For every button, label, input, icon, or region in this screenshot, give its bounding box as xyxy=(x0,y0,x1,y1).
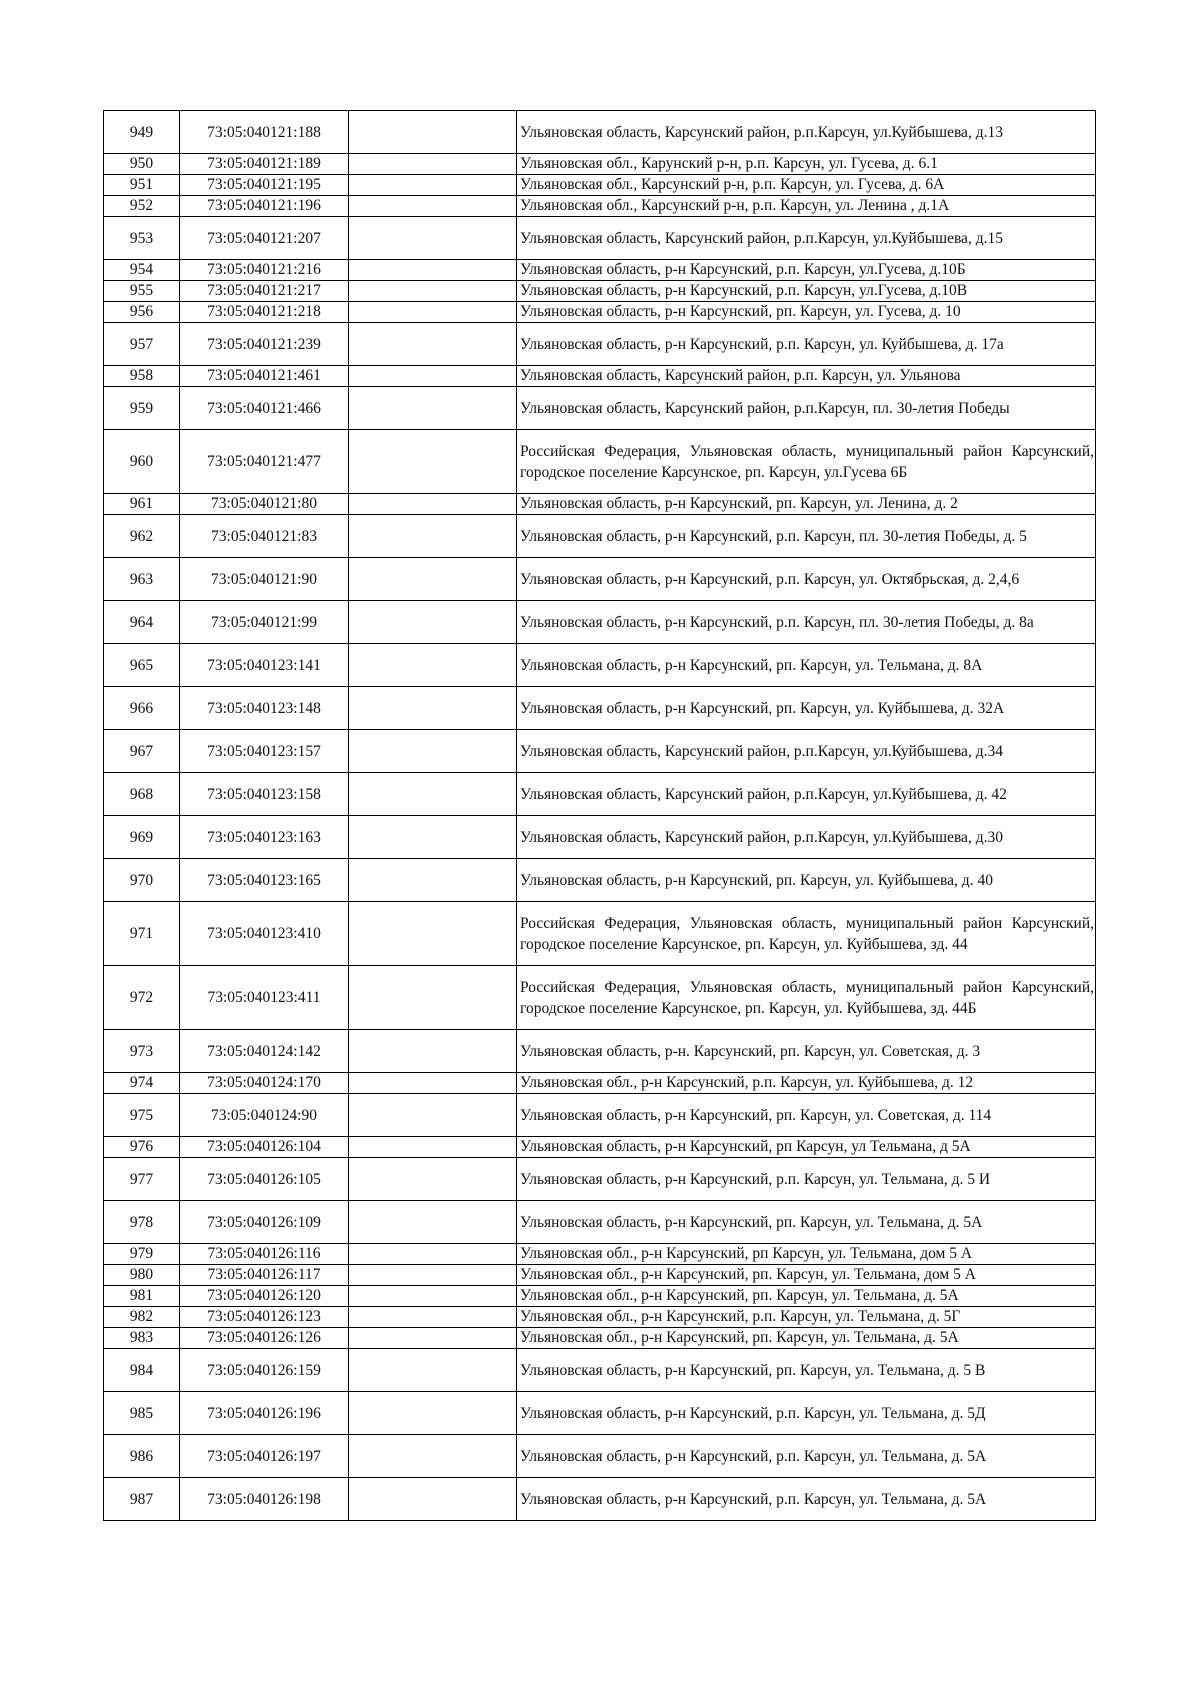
cadastral-number: 73:05:040126:105 xyxy=(180,1158,349,1201)
row-number: 964 xyxy=(104,601,180,644)
table-row xyxy=(104,111,1096,154)
address: Ульяновская область, р-н Карсунский, р.п. Карсун, ул. Тельмана, д. 5 И xyxy=(517,1158,1096,1201)
empty-cell xyxy=(349,1094,517,1137)
table-row xyxy=(104,302,1096,323)
empty-cell xyxy=(349,1328,517,1349)
address: Ульяновская область, р-н Карсунский, р.п. Карсун, пл. 30-летия Победы, д. 5 xyxy=(517,515,1096,558)
table-row xyxy=(104,816,1096,859)
address: Ульяновская обл., Карунский р-н, р.п. Карсун, ул. Гусева, д. 6.1 xyxy=(517,154,1096,175)
cadastral-number: 73:05:040126:120 xyxy=(180,1286,349,1307)
cadastral-number: 73:05:040121:218 xyxy=(180,302,349,323)
empty-cell xyxy=(349,730,517,773)
table-row xyxy=(104,387,1096,430)
cadastral-number: 73:05:040123:158 xyxy=(180,773,349,816)
cadastral-number: 73:05:040126:196 xyxy=(180,1392,349,1435)
cadastral-number: 73:05:040126:123 xyxy=(180,1307,349,1328)
address: Российская Федерация, Ульяновская область, муниципальный район Карсунский, городское поселение Карсунское, рп. Карсун, ул. Куйбышева, зд. 44Б xyxy=(517,966,1096,1030)
cadastral-number: 73:05:040121:217 xyxy=(180,281,349,302)
address: Ульяновская область, р-н Карсунский, р.п. Карсун, ул. Тельмана, д. 5Д xyxy=(517,1392,1096,1435)
row-number: 956 xyxy=(104,302,180,323)
table-row xyxy=(104,1201,1096,1244)
row-number: 976 xyxy=(104,1137,180,1158)
address: Ульяновская область, р-н Карсунский, рп. Карсун, ул. Тельмана, д. 8А xyxy=(517,644,1096,687)
row-number: 957 xyxy=(104,323,180,366)
row-number: 967 xyxy=(104,730,180,773)
address: Ульяновская область, р-н. Карсунский, рп. Карсун, ул. Советская, д. 3 xyxy=(517,1030,1096,1073)
row-number: 984 xyxy=(104,1349,180,1392)
table-row xyxy=(104,730,1096,773)
table-row xyxy=(104,323,1096,366)
cadastral-number: 73:05:040124:90 xyxy=(180,1094,349,1137)
empty-cell xyxy=(349,515,517,558)
cadastral-number: 73:05:040123:411 xyxy=(180,966,349,1030)
table-row xyxy=(104,687,1096,730)
row-number: 973 xyxy=(104,1030,180,1073)
row-number: 952 xyxy=(104,196,180,217)
address: Ульяновская область, р-н Карсунский, р.п. Карсун, ул. Октябрьская, д. 2,4,6 xyxy=(517,558,1096,601)
table-row xyxy=(104,217,1096,260)
address: Ульяновская область, р-н Карсунский, рп Карсун, ул Тельмана, д 5А xyxy=(517,1137,1096,1158)
empty-cell xyxy=(349,366,517,387)
empty-cell xyxy=(349,1244,517,1265)
table-row xyxy=(104,1307,1096,1328)
row-number: 987 xyxy=(104,1478,180,1521)
cadastral-number: 73:05:040126:104 xyxy=(180,1137,349,1158)
row-number: 950 xyxy=(104,154,180,175)
address: Ульяновская область, р-н Карсунский, р.п. Карсун, ул.Гусева, д.10В xyxy=(517,281,1096,302)
address: Ульяновская область, р-н Карсунский, р.п. Карсун, ул.Гусева, д.10Б xyxy=(517,260,1096,281)
table-row xyxy=(104,1158,1096,1201)
row-number: 961 xyxy=(104,494,180,515)
address: Ульяновская область, р-н Карсунский, р.п. Карсун, ул. Куйбышева, д. 17а xyxy=(517,323,1096,366)
table-row xyxy=(104,1349,1096,1392)
address: Российская Федерация, Ульяновская область, муниципальный район Карсунский, городское поселение Карсунское, рп. Карсун, ул. Куйбышева, зд. 44 xyxy=(517,902,1096,966)
table-row xyxy=(104,430,1096,494)
row-number: 951 xyxy=(104,175,180,196)
empty-cell xyxy=(349,430,517,494)
row-number: 975 xyxy=(104,1094,180,1137)
table-row xyxy=(104,1137,1096,1158)
address: Ульяновская область, р-н Карсунский, рп. Карсун, ул. Куйбышева, д. 32А xyxy=(517,687,1096,730)
row-number: 974 xyxy=(104,1073,180,1094)
row-number: 958 xyxy=(104,366,180,387)
cadastral-number: 73:05:040121:461 xyxy=(180,366,349,387)
cadastral-number: 73:05:040121:207 xyxy=(180,217,349,260)
table-row xyxy=(104,773,1096,816)
address: Ульяновская обл., Карсунский р-н, р.п. Карсун, ул. Гусева, д. 6А xyxy=(517,175,1096,196)
address: Ульяновская область, р-н Карсунский, рп. Карсун, ул. Тельмана, д. 5А xyxy=(517,1201,1096,1244)
cadastral-number: 73:05:040123:157 xyxy=(180,730,349,773)
document-page xyxy=(103,110,1095,1521)
row-number: 968 xyxy=(104,773,180,816)
empty-cell xyxy=(349,1073,517,1094)
cadastral-number: 73:05:040124:170 xyxy=(180,1073,349,1094)
address: Ульяновская область, р-н Карсунский, рп. Карсун, ул. Гусева, д. 10 xyxy=(517,302,1096,323)
row-number: 960 xyxy=(104,430,180,494)
empty-cell xyxy=(349,1137,517,1158)
table-row xyxy=(104,196,1096,217)
empty-cell xyxy=(349,1030,517,1073)
empty-cell xyxy=(349,1158,517,1201)
row-number: 966 xyxy=(104,687,180,730)
empty-cell xyxy=(349,111,517,154)
row-number: 980 xyxy=(104,1265,180,1286)
property-table xyxy=(103,110,1096,1521)
row-number: 982 xyxy=(104,1307,180,1328)
address: Ульяновская область, Карсунский район, р.п.Карсун, ул.Куйбышева, д.13 xyxy=(517,111,1096,154)
address: Ульяновская область, р-н Карсунский, рп. Карсун, ул. Советская, д. 114 xyxy=(517,1094,1096,1137)
cadastral-number: 73:05:040123:148 xyxy=(180,687,349,730)
cadastral-number: 73:05:040123:163 xyxy=(180,816,349,859)
row-number: 959 xyxy=(104,387,180,430)
cadastral-number: 73:05:040121:195 xyxy=(180,175,349,196)
empty-cell xyxy=(349,387,517,430)
address: Ульяновская область, р-н Карсунский, р.п. Карсун, пл. 30-летия Победы, д. 8а xyxy=(517,601,1096,644)
empty-cell xyxy=(349,175,517,196)
table-row xyxy=(104,1478,1096,1521)
cadastral-number: 73:05:040123:141 xyxy=(180,644,349,687)
address: Ульяновская область, Карсунский район, р.п. Карсун, ул. Ульянова xyxy=(517,366,1096,387)
table-row xyxy=(104,966,1096,1030)
property-table-body xyxy=(104,111,1096,1521)
table-row xyxy=(104,260,1096,281)
table-row xyxy=(104,558,1096,601)
empty-cell xyxy=(349,1286,517,1307)
table-row xyxy=(104,515,1096,558)
row-number: 963 xyxy=(104,558,180,601)
cadastral-number: 73:05:040121:239 xyxy=(180,323,349,366)
row-number: 965 xyxy=(104,644,180,687)
row-number: 977 xyxy=(104,1158,180,1201)
row-number: 969 xyxy=(104,816,180,859)
cadastral-number: 73:05:040126:116 xyxy=(180,1244,349,1265)
row-number: 978 xyxy=(104,1201,180,1244)
empty-cell xyxy=(349,902,517,966)
row-number: 971 xyxy=(104,902,180,966)
cadastral-number: 73:05:040121:466 xyxy=(180,387,349,430)
cadastral-number: 73:05:040126:117 xyxy=(180,1265,349,1286)
table-row xyxy=(104,859,1096,902)
empty-cell xyxy=(349,494,517,515)
empty-cell xyxy=(349,1265,517,1286)
empty-cell xyxy=(349,773,517,816)
address: Ульяновская обл., р-н Карсунский, рп. Карсун, ул. Тельмана, д. 5А xyxy=(517,1286,1096,1307)
cadastral-number: 73:05:040121:477 xyxy=(180,430,349,494)
row-number: 983 xyxy=(104,1328,180,1349)
cadastral-number: 73:05:040123:410 xyxy=(180,902,349,966)
cadastral-number: 73:05:040121:83 xyxy=(180,515,349,558)
address: Ульяновская область, Карсунский район, р.п.Карсун, ул.Куйбышева, д.34 xyxy=(517,730,1096,773)
table-row xyxy=(104,1094,1096,1137)
row-number: 970 xyxy=(104,859,180,902)
address: Ульяновская область, р-н Карсунский, рп. Карсун, ул. Тельмана, д. 5 В xyxy=(517,1349,1096,1392)
row-number: 985 xyxy=(104,1392,180,1435)
cadastral-number: 73:05:040126:198 xyxy=(180,1478,349,1521)
table-row xyxy=(104,1435,1096,1478)
address: Ульяновская обл., р-н Карсунский, рп. Карсун, ул. Тельмана, д. 5А xyxy=(517,1328,1096,1349)
address: Ульяновская область, Карсунский район, р.п.Карсун, ул.Куйбышева, д.15 xyxy=(517,217,1096,260)
cadastral-number: 73:05:040123:165 xyxy=(180,859,349,902)
table-row xyxy=(104,902,1096,966)
row-number: 986 xyxy=(104,1435,180,1478)
table-row xyxy=(104,281,1096,302)
empty-cell xyxy=(349,1392,517,1435)
cadastral-number: 73:05:040121:99 xyxy=(180,601,349,644)
empty-cell xyxy=(349,1435,517,1478)
address: Ульяновская область, Карсунский район, р.п.Карсун, пл. 30-летия Победы xyxy=(517,387,1096,430)
empty-cell xyxy=(349,1307,517,1328)
address: Российская Федерация, Ульяновская область, муниципальный район Карсунский, городское поселение Карсунское, рп. Карсун, ул.Гусева 6Б xyxy=(517,430,1096,494)
row-number: 962 xyxy=(104,515,180,558)
empty-cell xyxy=(349,1349,517,1392)
address: Ульяновская обл., р-н Карсунский, р.п. Карсун, ул. Тельмана, д. 5Г xyxy=(517,1307,1096,1328)
empty-cell xyxy=(349,154,517,175)
address: Ульяновская область, р-н Карсунский, рп. Карсун, ул. Ленина, д. 2 xyxy=(517,494,1096,515)
table-row xyxy=(104,601,1096,644)
cadastral-number: 73:05:040121:216 xyxy=(180,260,349,281)
row-number: 953 xyxy=(104,217,180,260)
cadastral-number: 73:05:040121:196 xyxy=(180,196,349,217)
address: Ульяновская область, р-н Карсунский, р.п. Карсун, ул. Тельмана, д. 5А xyxy=(517,1478,1096,1521)
table-row xyxy=(104,1328,1096,1349)
table-row xyxy=(104,494,1096,515)
address: Ульяновская обл., Карсунский р-н, р.п. Карсун, ул. Ленина , д.1А xyxy=(517,196,1096,217)
row-number: 949 xyxy=(104,111,180,154)
cadastral-number: 73:05:040126:109 xyxy=(180,1201,349,1244)
empty-cell xyxy=(349,196,517,217)
table-row xyxy=(104,175,1096,196)
cadastral-number: 73:05:040126:197 xyxy=(180,1435,349,1478)
table-row xyxy=(104,1392,1096,1435)
row-number: 979 xyxy=(104,1244,180,1265)
table-row xyxy=(104,1244,1096,1265)
row-number: 981 xyxy=(104,1286,180,1307)
empty-cell xyxy=(349,816,517,859)
empty-cell xyxy=(349,859,517,902)
cadastral-number: 73:05:040121:90 xyxy=(180,558,349,601)
table-row xyxy=(104,1030,1096,1073)
cadastral-number: 73:05:040121:189 xyxy=(180,154,349,175)
cadastral-number: 73:05:040124:142 xyxy=(180,1030,349,1073)
cadastral-number: 73:05:040121:80 xyxy=(180,494,349,515)
empty-cell xyxy=(349,558,517,601)
empty-cell xyxy=(349,601,517,644)
row-number: 955 xyxy=(104,281,180,302)
address: Ульяновская обл., р-н Карсунский, рп. Карсун, ул. Тельмана, дом 5 А xyxy=(517,1265,1096,1286)
empty-cell xyxy=(349,217,517,260)
empty-cell xyxy=(349,260,517,281)
empty-cell xyxy=(349,281,517,302)
table-row xyxy=(104,154,1096,175)
table-row xyxy=(104,644,1096,687)
address: Ульяновская область, р-н Карсунский, р.п. Карсун, ул. Тельмана, д. 5А xyxy=(517,1435,1096,1478)
table-row xyxy=(104,366,1096,387)
address: Ульяновская область, р-н Карсунский, рп. Карсун, ул. Куйбышева, д. 40 xyxy=(517,859,1096,902)
empty-cell xyxy=(349,323,517,366)
cadastral-number: 73:05:040121:188 xyxy=(180,111,349,154)
empty-cell xyxy=(349,644,517,687)
empty-cell xyxy=(349,302,517,323)
cadastral-number: 73:05:040126:159 xyxy=(180,1349,349,1392)
empty-cell xyxy=(349,1478,517,1521)
table-row xyxy=(104,1286,1096,1307)
cadastral-number: 73:05:040126:126 xyxy=(180,1328,349,1349)
empty-cell xyxy=(349,687,517,730)
empty-cell xyxy=(349,966,517,1030)
address: Ульяновская область, Карсунский район, р.п.Карсун, ул.Куйбышева, д. 42 xyxy=(517,773,1096,816)
address: Ульяновская обл., р-н Карсунский, рп Карсун, ул. Тельмана, дом 5 А xyxy=(517,1244,1096,1265)
address: Ульяновская обл., р-н Карсунский, р.п. Карсун, ул. Куйбышева, д. 12 xyxy=(517,1073,1096,1094)
table-row xyxy=(104,1265,1096,1286)
empty-cell xyxy=(349,1201,517,1244)
row-number: 954 xyxy=(104,260,180,281)
row-number: 972 xyxy=(104,966,180,1030)
address: Ульяновская область, Карсунский район, р.п.Карсун, ул.Куйбышева, д.30 xyxy=(517,816,1096,859)
table-row xyxy=(104,1073,1096,1094)
